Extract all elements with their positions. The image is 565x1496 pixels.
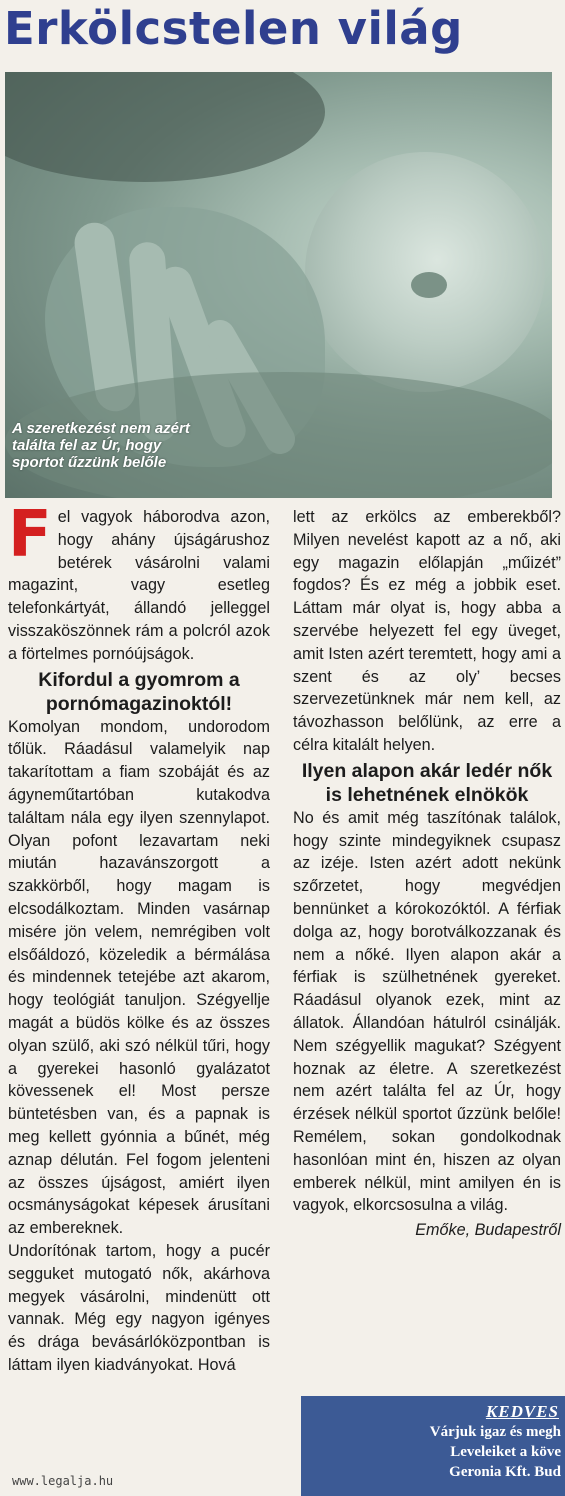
subheading: Kifordul a gyomrom a pornómagazinoktól! [38, 668, 240, 715]
article-paragraph: No és amit még taszítónak találok, hogy szinte mindegyiknek csupasz az izéje. Isten azért adott nekünk szőrzetet, hogy megvédjen bennünket a kórokozóktól. A férfiak dolga az, hogy borotválkozzanak és nem a nőké. Ilyen alapon akár a férfiak is szülhetnének gyereket. Ráadásul olyanok ezek, mint az állatok. Állandóan hátulról csinálják. Nem szégyellik magukat? Szégyent hoznak az életre. A szeretkezést nem azért találta fel az Úr, hogy érzések nélkül sportot űzzünk belőle! Remélem, sokan gondolkodnak hasonlóan mint én, hiszen az olyan emberek nélkül, mint amilyen én is vagyok, elkorcsosulna a világ. [293, 808, 561, 1215]
signature: Emőke, Budapestről [415, 1221, 561, 1240]
box-line: Várjuk igaz és megh [429, 1424, 561, 1440]
drop-cap: F [8, 498, 52, 572]
box-line: Geronia Kft. Bud [449, 1464, 561, 1480]
subheading: Ilyen alapon akár ledér nők is lehetnének elnökök [301, 759, 553, 806]
photo-detail [411, 272, 447, 298]
photo-caption: A szeretkezést nem azért találta fel az Úr, hogy sportot űzzünk belőle [12, 420, 190, 471]
box-line: Leveleiket a köve [450, 1444, 561, 1460]
article-column-2 [293, 506, 561, 1242]
article-column-1 [8, 498, 270, 1377]
article-paragraph: lett az erkölcs az emberekből? Milyen nevelést kapott az a nő, aki egy magazin előlapján „műizét” fogdos? És ez még a jobbik eset. Láttam már olyat is, hogy abba a szervébe helyezett fel egy üveget, amit Isten azért teremtett, hogy ami a szent és az oly’ becses szervezetünknek már nem kell, az távozhasson belőlünk, az erre a célra kitalált helyen. [293, 508, 561, 754]
watermark: www.legalja.hu [12, 1474, 114, 1488]
reader-letters-box [301, 1396, 565, 1496]
article-paragraph: Undorítónak tartom, hogy a pucér segguket mutogató nők, akárhova megyek vásárolni, mindenütt ott vannak. Még egy nagyon igényes és drága bevásárlóközpontban is láttam ilyen kiadványokat. Hová [8, 1241, 270, 1374]
box-title: KEDVES [485, 1402, 559, 1421]
photo-shadow [5, 72, 325, 182]
article-paragraph: Komolyan mondom, undorodom tőlük. Ráadásul valamelyik nap takarítottam a fiam szobáját és az ágyneműtartóban kutakodva találtam nála egy ilyen szennylapot. Olyan pofont lezavartam neki miután hazavánszorgott a szakkörből, hogy magam is elcsodálkoztam. Minden vasárnap misére jön velem, nemrégiben volt elsőáldozó, közeledik a bérmálása és mindennek tetejébe azt akarom, hogy teológiát tanuljon. Szégyellje magát a büdös kölke és az összes olyan szülő, aki szó nélkül tűri, hogy a gyerekei hasonló gyalázatot kövessenek el! Most persze büntetésben van, és a papnak is meg kellett gyónnia a bűnét, még aznap délután. Fel fogom jelenteni az összes újságost, amiért ilyen ocsmányságokat képesek árusítani az embereknek. [8, 717, 270, 1238]
article-paragraph: Fel vagyok háborodva azon, hogy ahány újságárushoz betérek vásárolni valami magazint, vagy esetleg telefonkártyát, állandó jelleggel visszaköszönnek rám a polcról azok a förtelmes pornóújságok. [8, 498, 270, 663]
headline: Erkölcstelen világ [4, 2, 463, 55]
